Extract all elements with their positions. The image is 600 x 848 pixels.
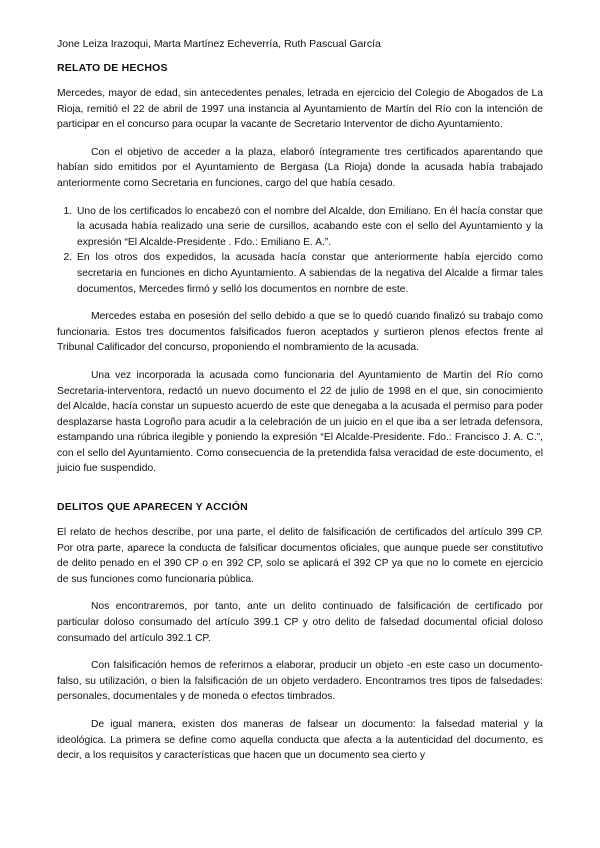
section-heading-delitos: DELITOS QUE APARECEN Y ACCIÓN: [57, 501, 248, 514]
section-heading-relato: RELATO DE HECHOS: [57, 62, 168, 74]
relato-paragraph-1: Mercedes, mayor de edad, sin antecedentes penales, letrada en ejercicio del Colegio de Abogados de La Rioja, remitió el 22 de abril de 1997 una instancia al Ayuntamiento de Martín del Río con la intención de participar en el concurso para ocupar la vacante de Secretario Interventor de dicho Ayuntamiento.: [57, 88, 543, 131]
delitos-paragraph-1: El relato de hechos describe, por una parte, el delito de falsificación de certificados del artículo 399 CP. Por otra parte, aparece la conducta de falsificar documentos oficiales, que aunque puede ser constitutivo de delito penado en el 390 CP o en 392 CP, solo se aplicará el 392 CP ya que no lo comete en ejercicio de sus funciones como funcionaria pública.: [57, 527, 543, 585]
relato-paragraph-2: Con el objetivo de acceder a la plaza, elaboró íntegramente tres certificados aparentando que habían sido emitidos por el Ayuntamiento de Bergasa (La Rioja) donde la acusada había trabajado anteriormente como Secretaria en funciones, cargo del que había cesado.: [57, 146, 543, 189]
authors-line: Jone Leiza Irazoqui, Marta Martínez Echeverría, Ruth Pascual García: [57, 38, 381, 50]
delitos-paragraph-4: De igual manera, existen dos maneras de falsear un documento: la falsedad material y la ideológica. La primera se define como aquella conducta que afecta a la autenticidad del documento, es decir, a los requisitos y características que hacen que un documento sea cierto y: [57, 719, 543, 762]
relato-paragraph-3: Mercedes estaba en posesión del sello debido a que se lo quedó cuando finalizó su trabajo como funcionaria. Estos tres documentos falsificados fueron aceptados y surtieron plenos efectos frente al Tribunal Calificador del concurso, proponiendo el nombramiento de la acusada.: [57, 311, 543, 354]
list-item: 1. Uno de los certificados lo encabezó con el nombre del Alcalde, don Emiliano. En él hacía constar que la acusada había realizado una serie de cursillos, acabando este con el sello del Ayuntamiento y la expresión “El Alcalde-Presidente . Fdo.: Emiliano E. A.”.: [75, 204, 543, 251]
list-item: 2. En los otros dos expedidos, la acusada hacía constar que anteriormente había ejercido como secretaria en funciones en dicho Ayuntamiento. A sabiendas de la negativa del Alcalde a firmar tales documentos, Mercedes firmó y selló los documentos en nombre de este.: [75, 250, 543, 297]
relato-paragraph-4: Una vez incorporada la acusada como funcionaria del Ayuntamiento de Martín del Río como Secretaria-interventora, redactó un nuevo documento el 22 de julio de 1998 en el que, sin conocimiento del Alcalde, hacía constar un supuesto acuerdo de este que denegaba a la acusada el permiso para poder desplazarse hasta Logroño para acudir a la celebración de un juicio en el que iba a ser letrada defensora, estampando una rúbrica ilegible y poniendo la expresión “El Alcalde-Presidente. Fdo.: Francisco J. A. C.”, con el sello del Ayuntamiento. Como consecuencia de la pretendida falsa veracidad de este documento, el juicio fue suspendido.: [57, 369, 544, 475]
certificates-list: [57, 204, 543, 298]
delitos-paragraph-3: Con falsificación hemos de referirnos a elaborar, producir un objeto -en este caso un documento- falso, su utilización, o bien la falsificación de un objeto verdadero. Encontramos tres tipos de falsedades: personales, documentales y de moneda o efectos timbrados.: [57, 660, 543, 703]
delitos-paragraph-2: Nos encontraremos, por tanto, ante un delito continuado de falsificación de certificado por particular doloso consumado del artículo 399.1 CP y otro delito de falsedad documental oficial doloso consumado del artículo 392.1 CP.: [57, 601, 543, 644]
